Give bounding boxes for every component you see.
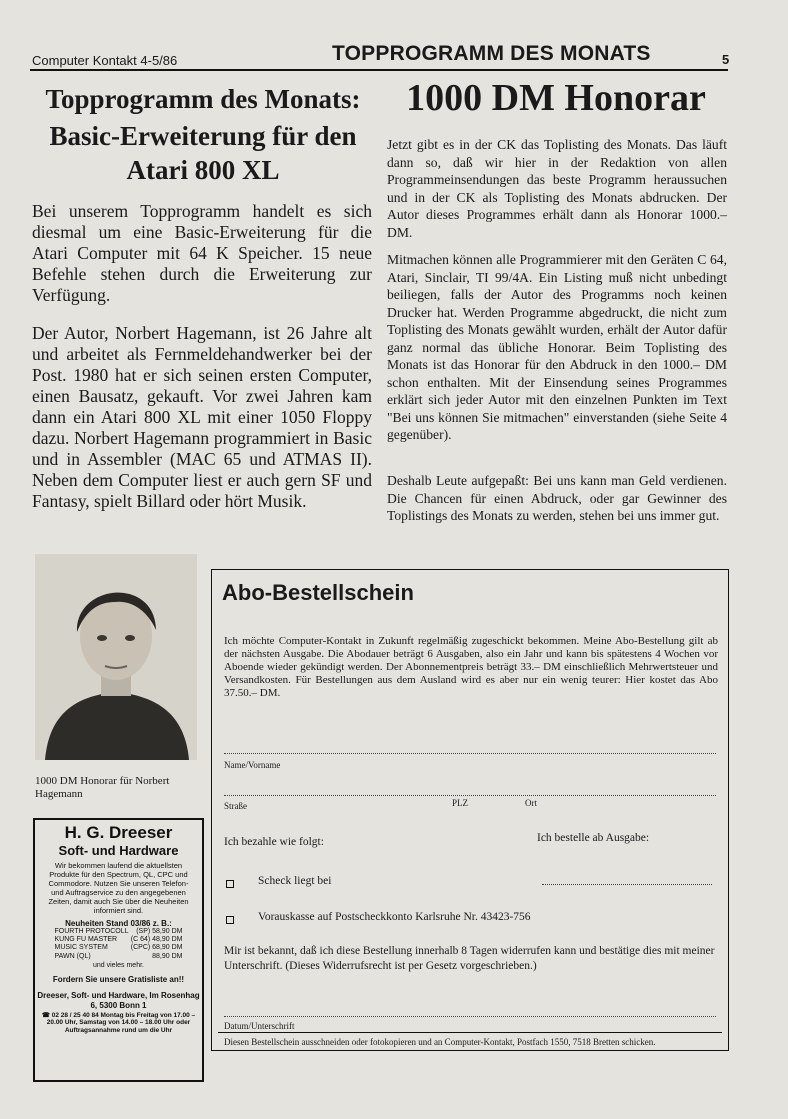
ad-list-heading: Neuheiten Stand 03/86 z. B.: bbox=[65, 919, 172, 928]
payment-label: Ich bezahle wie folgt: bbox=[224, 836, 324, 848]
left-headline-2: Basic-Erweiterung für den Atari 800 XL bbox=[49, 121, 357, 185]
issue-label: Computer Kontakt 4-5/86 bbox=[32, 53, 178, 68]
ad-product-price: 88,90 DM bbox=[152, 952, 183, 960]
issue-field[interactable] bbox=[542, 884, 712, 885]
form-intro: Ich möchte Computer-Kontakt in Zukunft regelmäßig zugeschickt bekommen. Meine Abo-Bestellung gilt ab der nächsten Ausgabe. Die Abodauer beträgt 6 Ausgaben, also ein Jahr und kann bis spätestens 4 Wochen vor Aboende wieder gekündigt werden. Der Abonnementpreis beträgt 33.– DM einschließlich Mehrwertsteuer und Versandkosten. Für Bestellungen aus dem Ausland wird es aber nur ein wenig teurer: Hier kostet das Abo 37.50.– DM. bbox=[224, 635, 718, 699]
right-headline: 1000 DM Honorar bbox=[406, 77, 706, 119]
signature-label: Datum/Unterschrift bbox=[224, 1021, 295, 1031]
ad-product-row bbox=[55, 944, 183, 952]
ad-phone-hours: ☎ 02 28 / 25 40 84 Montag bis Freitag von 17.00 – 20.00 Uhr, Samstag von 14.00 – 18.00 Uhr oder Auftragsannahme rund um die Uhr bbox=[41, 1011, 196, 1034]
ad-product-price: (SP) 58,90 DM bbox=[136, 928, 183, 935]
left-headline-1: Topprogramm des Monats: bbox=[45, 84, 361, 114]
form-title: Abo-Bestellschein bbox=[222, 580, 414, 605]
street-label: Straße bbox=[224, 801, 247, 811]
dealer-advertisement bbox=[33, 818, 204, 1082]
ad-more-text: und vieles mehr. bbox=[93, 961, 144, 969]
ad-call-to-action: Fordern Sie unsere Gratisliste an!! bbox=[52, 974, 185, 984]
author-photo bbox=[35, 554, 197, 760]
right-paragraph-3: Deshalb Leute aufgepaßt: Bei uns kann man Geld verdienen. Die Chancen für einen Abdruck, oder gar Gewinner des Toplistings des Monats zu werden, stehen bei uns immer gut. bbox=[387, 473, 727, 523]
withdrawal-declaration: Mir ist bekannt, daß ich diese Bestellung innerhalb 8 Tagen widerrufen kann und bestätige dies mit meiner Unterschrift. (Dieses Widerrufsrecht ist per Gesetz vorgeschrieben.) bbox=[224, 945, 715, 972]
form-footer-note: Diesen Bestellschein ausschneiden oder fotokopieren und an Computer-Kontakt, Postfach 1550, 7518 Bretten schicken. bbox=[224, 1037, 656, 1047]
left-paragraph-2: Der Autor, Norbert Hagemann, ist 26 Jahre alt und arbeitet als Fernmeldehandwerker bei der Post. 1980 hat er sich seinen ersten Computer, einen Bausatz, gekauft. Vor zwei Jahren kam dann ein Atari 800 XL mit einer 1050 Floppy dazu. Norbert Hagemann programmiert in Basic und in Assembler (MAC 65 und ATMAS II). Neben dem Computer liest er auch gern SF und Fantasy, spielt Billard oder hört Musik. bbox=[32, 323, 372, 511]
address-field[interactable] bbox=[224, 795, 716, 796]
right-paragraph-2: Mitmachen können alle Programmierer mit den Geräten C 64, Atari, Sinclair, TI 99/4A. Ein Listing muß nicht unbedingt beiliegen, falls der Autor des Programms noch keinen Drucker hat. Werden Programme abgedruckt, die nicht zum Toplisting des Monats gewählt wurden, erhält der Autor dafür ganz normal das übliche Honorar. Beim Toplisting des Monats ist das Honorar für den Abdruck in den 1000.– DM schon enthalten. Mit der Einsendung seines Programmes erklärt sich jeder Autor mit den einzelnen Punkten im Text "Bei uns können Sie mitmachen" einverstanden (siehe Seite 4 gegenüber). bbox=[387, 252, 727, 442]
ad-subtitle: Soft- und Hardware bbox=[58, 843, 179, 858]
ad-product-name: MUSIC SYSTEM bbox=[54, 944, 108, 952]
ad-product-name: KUNG FU MASTER bbox=[54, 936, 118, 944]
issue-label: Ich bestelle ab Ausgabe: bbox=[537, 832, 650, 844]
ad-intro: Wir bekommen laufend die aktuellsten Produkte für den Spectrum, QL, CPC und Commodore. Nutzen Sie unseren Telefon- und Auftragservice zu den angegebenen Zeiten, damit auch Sie über die Neuheiten informiert sind. bbox=[48, 861, 189, 915]
page-number: 5 bbox=[722, 52, 730, 67]
right-paragraph-1: Jetzt gibt es in der CK das Toplisting des Monats. Das läuft dann so, daß wir hier in der Redaktion von allen Programmeinsendungen das beste Programm heraussuchen und in der CK als Toplisting des Monats abdrucken. Der Autor dieses Programmes erhält dann als Honorar 1000.– DM. bbox=[387, 137, 727, 240]
ad-product-row bbox=[55, 928, 183, 936]
signature-field[interactable] bbox=[224, 1016, 716, 1017]
ad-address: Dreeser, Soft- und Hardware, Im Rosenhag 6, 5300 Bonn 1 bbox=[37, 990, 200, 1010]
cheque-option-label: Scheck liegt bei bbox=[258, 875, 332, 887]
name-label: Name/Vorname bbox=[224, 760, 281, 770]
section-title: TOPPROGRAMM DES MONATS bbox=[332, 42, 651, 65]
ad-company-name: H. G. Dreeser bbox=[64, 823, 173, 842]
header-rule bbox=[30, 69, 728, 71]
photo-caption: 1000 DM Honorar für Norbert Hagemann bbox=[35, 775, 170, 800]
ad-product-list bbox=[55, 928, 183, 961]
name-field[interactable] bbox=[224, 753, 716, 754]
city-label: Ort bbox=[525, 798, 537, 808]
prepay-checkbox[interactable] bbox=[226, 916, 234, 924]
prepay-option-label: Vorauskasse auf Postscheckkonto Karlsruhe Nr. 43423-756 bbox=[258, 911, 531, 923]
ad-product-price: (C 64) 48,90 DM bbox=[130, 936, 183, 944]
ad-product-row bbox=[55, 936, 183, 944]
left-paragraph-1: Bei unserem Topprogramm handelt es sich diesmal um eine Basic-Erweiterung für die Atari Computer mit 64 K Speicher. 15 neue Befehle stehen durch die Erweiterung zur Verfügung. bbox=[32, 201, 372, 305]
plz-label: PLZ bbox=[452, 798, 469, 808]
ad-product-name: FOURTH PROTOCOLL bbox=[54, 928, 129, 935]
ad-product-price: (CPC) 68,90 DM bbox=[130, 944, 183, 952]
cheque-checkbox[interactable] bbox=[226, 880, 234, 888]
form-footer-rule bbox=[218, 1032, 722, 1033]
ad-product-name: PAWN (QL) bbox=[54, 952, 91, 960]
subscription-order-form bbox=[211, 569, 729, 1051]
ad-product-row bbox=[55, 953, 183, 961]
